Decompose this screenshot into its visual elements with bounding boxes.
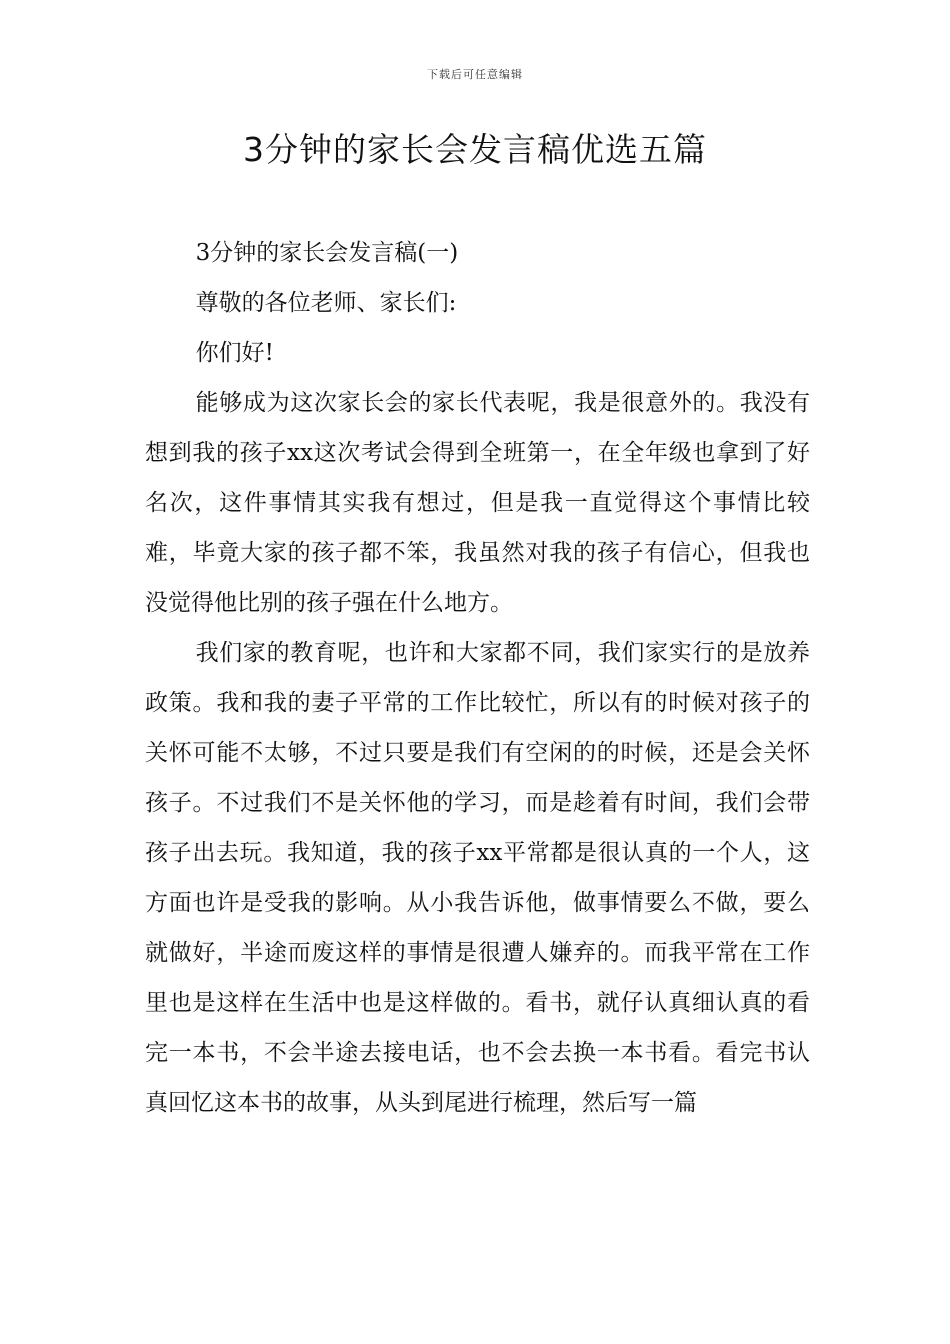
header-note: 下载后可任意编辑 bbox=[427, 68, 523, 81]
document-body bbox=[145, 228, 810, 1116]
salutation: 尊敬的各位老师、家长们: bbox=[195, 290, 457, 316]
document-title: 3分钟的家长会发言稿优选五篇 bbox=[243, 130, 707, 169]
greeting: 你们好! bbox=[195, 340, 274, 366]
section-heading: 3分钟的家长会发言稿(一) bbox=[195, 240, 459, 266]
paragraph: 能够成为这次家长会的家长代表呢，我是很意外的。我没有想到我的孩子xx这次考试会得到全班第一，在全年级也拿到了好名次，这件事情其实我有想过，但是我一直觉得这个事情比较难，毕竟大家的孩子都不笨，我虽然对我的孩子有信心，但我也没觉得他比别的孩子强在什么地方。 bbox=[145, 390, 810, 616]
paragraph: 我们家的教育呢，也许和大家都不同，我们家实行的是放养政策。我和我的妻子平常的工作比较忙，所以有的时候对孩子的关怀可能不太够，不过只要是我们有空闲的的时候，还是会关怀孩子。不过我们不是关怀他的学习，而是趁着有时间，我们会带孩子出去玩。我知道，我的孩子xx平常都是很认真的一个人，这方面也许是受我的影响。从小我告诉他，做事情要么不做，要么就做好，半途而废这样的事情是很遭人嫌弃的。而我平常在工作里也是这样在生活中也是这样做的。看书，就仔认真细认真的看完一本书，不会半途去接电话，也不会去换一本书看。看完书认真回忆这本书的故事，从头到尾进行梳理，然后写一篇 bbox=[145, 640, 810, 1116]
